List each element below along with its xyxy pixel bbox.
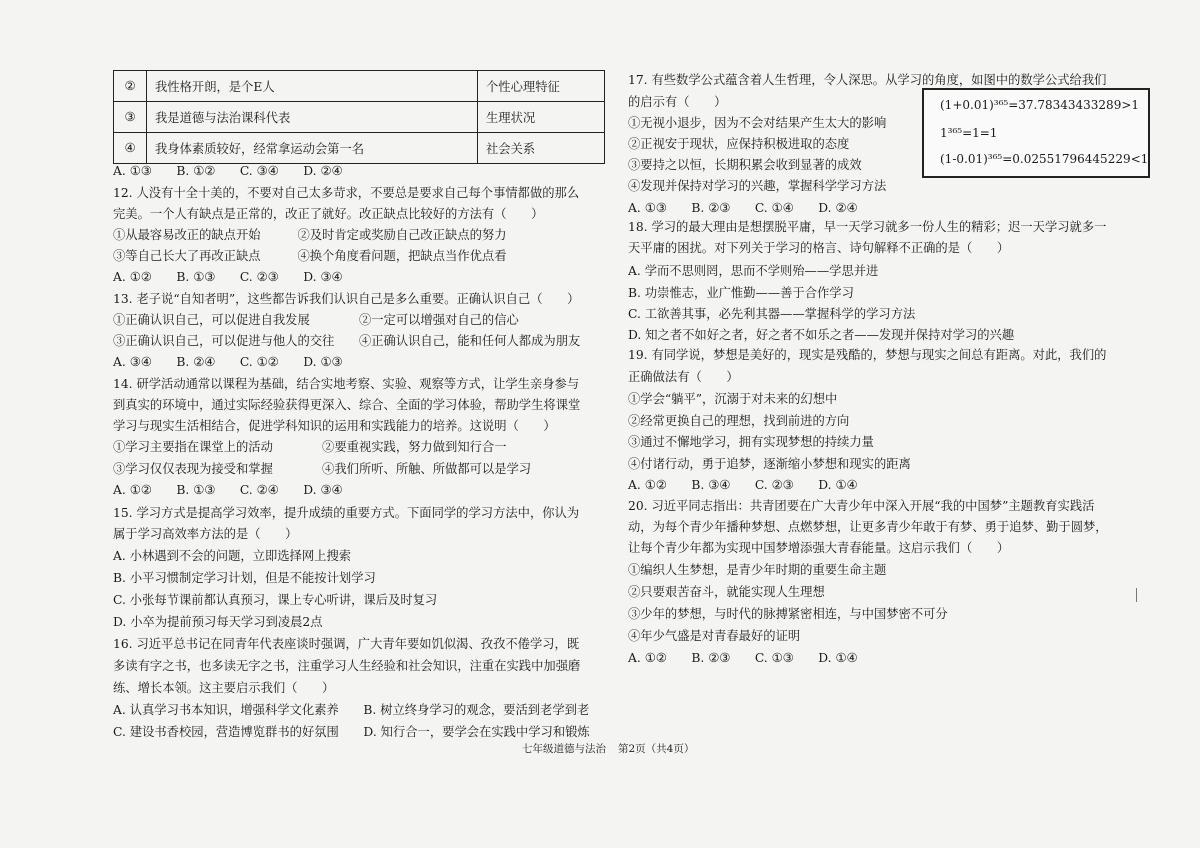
q13-options: A. ③④ B. ②④ C. ①② D. ①③ bbox=[113, 355, 343, 369]
q20-statement: ③少年的梦想，与时代的脉搏紧密相连，与中国梦密不可分 bbox=[628, 607, 948, 621]
q17-statement: ③要持之以恒，长期积累会收到显著的成效 bbox=[628, 158, 862, 172]
q12-stem-line: 完美。一个人有缺点是正常的，改正了就好。改正缺点比较好的方法有（ ） bbox=[113, 207, 544, 221]
q13-stem: 13. 老子说“自知者明”，这些都告诉我们认识自己是多么重要。正确认识自己（ ） bbox=[113, 292, 580, 306]
q19-statement: ③通过不懈地学习，拥有实现梦想的持续力量 bbox=[628, 435, 874, 449]
q15-option-a: A. 小林遇到不会的问题，立即选择网上搜索 bbox=[113, 549, 352, 563]
row-number: ③ bbox=[114, 102, 147, 133]
q15-option-c: C. 小张每节课前都认真预习，课上专心听讲，课后及时复习 bbox=[113, 593, 438, 607]
footer-page-number: 第2页（共4页） bbox=[618, 743, 695, 755]
q15-option-d: D. 小卒为提前预习每天学习到凌晨2点 bbox=[113, 615, 323, 629]
q16-stem-line: 多读有字之书，也多读无字之书，注重学习人生经验和社会知识，注重在实践中加强磨 bbox=[113, 659, 581, 673]
q17-statement: ①无视小退步，因为不会对结果产生太大的影响 bbox=[628, 116, 887, 130]
row-category: 个性心理特征 bbox=[478, 71, 605, 102]
q11-options: A. ①③ B. ①② C. ③④ D. ②④ bbox=[113, 164, 343, 178]
q17-statement: ④发现并保持对学习的兴趣，掌握科学学习方法 bbox=[628, 179, 887, 193]
table-row bbox=[114, 102, 605, 133]
q20-stem-line: 动，为每个青少年播种梦想、点燃梦想，让更多青少年敢于有梦、勇于追梦、勤于圆梦， bbox=[628, 520, 1108, 534]
q20-statement: ①编织人生梦想，是青少年时期的重要生命主题 bbox=[628, 563, 887, 577]
row-category: 生理状况 bbox=[478, 102, 605, 133]
q14-stem-line: 到真实的环境中，通过实际经验获得更深入、综合、全面的学习体验，帮助学生将课堂 bbox=[113, 398, 581, 412]
q17-options: A. ①③ B. ②③ C. ①④ D. ②④ bbox=[628, 201, 858, 215]
q14-stem-line: 学习与现实生活相结合，促进学科知识的运用和实践能力的培养。这说明（ ） bbox=[113, 419, 556, 433]
q13-statements: ③正确认识自己，可以促进与他人的交往 ④正确认识自己，能和任何人都成为朋友 bbox=[113, 334, 581, 348]
row-number: ④ bbox=[114, 133, 147, 164]
q15-option-b: B. 小平习惯制定学习计划，但是不能按计划学习 bbox=[113, 571, 376, 585]
q18-option-b: B. 功崇惟志，业广惟勤——善于合作学习 bbox=[628, 286, 854, 300]
row-content: 我是道德与法治课科代表 bbox=[147, 102, 478, 133]
q20-stem-line: 20. 习近平同志指出：共青团要在广大青少年中深入开展“我的中国梦”主题教育实践活 bbox=[628, 499, 1095, 513]
row-content: 我性格开朗，是个E人 bbox=[147, 71, 478, 102]
q12-statements: ③等自己长大了再改正缺点 ④换个角度看问题，把缺点当作优点看 bbox=[113, 249, 507, 263]
q14-statements: ③学习仅仅表现为接受和掌握 ④我们所听、所触、所做都可以是学习 bbox=[113, 462, 532, 476]
q17-statement: ②正视安于现状，应保持积极进取的态度 bbox=[628, 137, 850, 151]
q14-stem-line: 14. 研学活动通常以课程为基础，结合实地考察、实验、观察等方式，让学生亲身参与 bbox=[113, 377, 580, 391]
formula-line: (1+0.01)³⁶⁵=37.78343433289>1 bbox=[940, 98, 1140, 112]
q18-option-a: A. 学而不思则罔，思而不学则殆——学思并进 bbox=[628, 264, 879, 278]
row-number: ② bbox=[114, 71, 147, 102]
row-content: 我身体素质较好，经常拿运动会第一名 bbox=[147, 133, 478, 164]
q16-options-ab: A. 认真学习书本知识，增强科学文化素养 B. 树立终身学习的观念，要活到老学到老 bbox=[113, 703, 590, 717]
q17-stem-line: 的启示有（ ） bbox=[628, 95, 727, 109]
self-knowledge-table bbox=[113, 70, 605, 164]
q18-stem-line: 18. 学习的最大理由是想摆脱平庸，早一天学习就多一份人生的精彩；迟一天学习就多一 bbox=[628, 220, 1107, 234]
q14-statements: ①学习主要指在课堂上的活动 ②要重视实践，努力做到知行合一 bbox=[113, 440, 507, 454]
q19-statement: ②经常更换自己的理想，找到前进的方向 bbox=[628, 414, 850, 428]
formula-line: (1-0.01)³⁶⁵=0.02551796445229<1 bbox=[940, 152, 1149, 166]
q20-statement: ②只要艰苦奋斗，就能实现人生理想 bbox=[628, 585, 825, 599]
q16-stem-line: 16. 习近平总书记在同青年代表座谈时强调，广大青年要如饥似渴、孜孜不倦学习，既 bbox=[113, 637, 580, 651]
q17-stem-line: 17. 有些数学公式蕴含着人生哲理，令人深思。从学习的角度，如图中的数学公式给我们 bbox=[628, 73, 1107, 87]
q18-option-c: C. 工欲善其事，必先利其器——掌握科学的学习方法 bbox=[628, 307, 916, 321]
q12-stem-line: 12. 人没有十全十美的，不要对自己太多苛求，不要总是要求自己每个事情都做的那么 bbox=[113, 186, 580, 200]
q15-stem-line: 15. 学习方式是提高学习效率，提升成绩的重要方式。下面同学的学习方法中，你认为 bbox=[113, 506, 580, 520]
q20-options: A. ①② B. ②③ C. ①③ D. ①④ bbox=[628, 651, 858, 665]
q20-stem-line: 让每个青少年都为实现中国梦增添强大青春能量。这启示我们（ ） bbox=[628, 541, 1010, 555]
q18-stem-line: 天平庸的困扰。对下列关于学习的格言、诗句解释不正确的是（ ） bbox=[628, 241, 1010, 255]
q14-options: A. ①② B. ①③ C. ②④ D. ③④ bbox=[113, 483, 343, 497]
q20-statement: ④年少气盛是对青春最好的证明 bbox=[628, 629, 801, 643]
table-row bbox=[114, 133, 605, 164]
q12-options: A. ①② B. ①③ C. ②③ D. ③④ bbox=[113, 270, 343, 284]
formula-line: 1³⁶⁵=1=1 bbox=[940, 126, 998, 140]
q18-option-d: D. 知之者不如好之者，好之者不如乐之者——发现并保持对学习的兴趣 bbox=[628, 328, 1015, 342]
math-formula-box bbox=[922, 88, 1150, 178]
scan-artifact-line bbox=[1136, 588, 1137, 602]
row-category: 社会关系 bbox=[478, 133, 605, 164]
q12-statements: ①从最容易改正的缺点开始 ②及时肯定或奖励自己改正缺点的努力 bbox=[113, 228, 507, 242]
q15-stem-line: 属于学习高效率方法的是（ ） bbox=[113, 527, 298, 541]
footer-subject: 七年级道德与法治 bbox=[522, 743, 606, 755]
table-row bbox=[114, 71, 605, 102]
q16-options-cd: C. 建设书香校园，营造博览群书的好氛围 D. 知行合一，要学会在实践中学习和锻炼 bbox=[113, 725, 590, 739]
q19-stem-line: 正确做法有（ ） bbox=[628, 370, 739, 384]
q19-stem-line: 19. 有同学说，梦想是美好的，现实是残酷的，梦想与现实之间总有距离。对此，我们的 bbox=[628, 348, 1107, 362]
q19-statement: ④付诸行动，勇于追梦，逐渐缩小梦想和现实的距离 bbox=[628, 457, 911, 471]
q13-statements: ①正确认识自己，可以促进自我发展 ②一定可以增强对自己的信心 bbox=[113, 313, 519, 327]
q19-statement: ①学会“躺平”，沉溺于对未来的幻想中 bbox=[628, 392, 838, 406]
q16-stem-line: 练、增长本领。这主要启示我们（ ） bbox=[113, 681, 335, 695]
q19-options: A. ①② B. ③④ C. ②③ D. ①④ bbox=[628, 478, 858, 492]
